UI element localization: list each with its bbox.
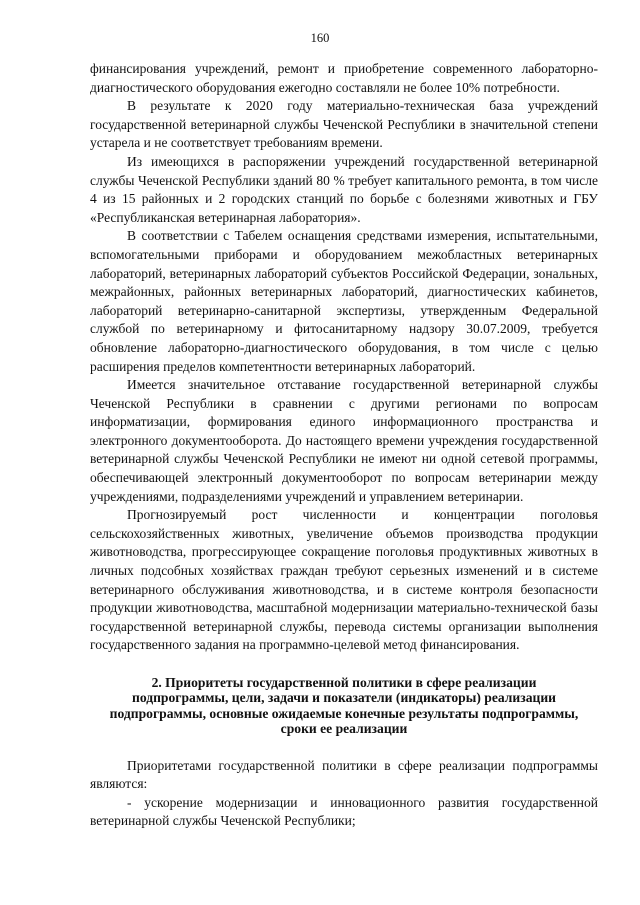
priorities-intro: Приоритетами государственной политики в сфере реализации подпрограммы являются: bbox=[90, 757, 598, 792]
paragraph-buildings: Из имеющихся в распоряжении учреждений государственной ветеринарной службы Чеченской Республики зданий 80 % требует капитального ремонта, в том числе 4 из 15 районных и 2 городских станций по борьбе с болезнями животных и ГБУ «Республиканская ветеринарная лаборатория». bbox=[90, 153, 598, 225]
paragraph-forecast: Прогнозируемый рост численности и концентрации поголовья сельскохозяйственных животных, увеличение объемов производства продукции животноводства, прогрессирующее сокращение поголовья продуктивных животных в личных подсобных хозяйствах граждан требуют серьезных изменений и в системе ветеринарного обслуживания животноводства, и в системе контроля безопасности продукции животноводства, масштабной модернизации материально-технической базы государственной ветеринарной службы, перевода системы организации выполнения государственного задания на программно-целевой метод финансирования. bbox=[90, 507, 598, 653]
paragraph-continued: финансирования учреждений, ремонт и приобретение современного лабораторно-диагностического оборудования ежегодно составляли не более 10% потребности. bbox=[90, 61, 598, 95]
page-number: 160 bbox=[310, 31, 330, 45]
priorities-list-item: - ускорение модернизации и инновационного развития государственной ветеринарной службы Чеченской Республики; bbox=[90, 794, 598, 829]
paragraph-equipment-table: В соответствии с Табелем оснащения средствами измерения, испытательными, вспомогательными приборами и оборудованием межобластных ветеринарных лабораторий, ветеринарных лабораторий субъектов Российской Федерации, зональных, межрайонных, районных ветеринарных лабораторий, диагностических кабинетов, лабораторий ветеринарно-санитарной экспертизы, утвержденным Федеральной службой по ветеринарному и фитосанитарному надзору 30.07.2009, требуется обновление лабораторно-диагностического оборудования, в том числе с целью расширения пределов компетентности ветеринарных лабораторий. bbox=[90, 228, 598, 374]
document-body bbox=[90, 60, 598, 831]
paragraph-material-base: В результате к 2020 году материально-техническая база учреждений государственной ветеринарной службы Чеченской Республики в значительной степени устарела и не соответствует требованиям времени. bbox=[90, 98, 598, 151]
section-heading: 2. Приоритеты государственной политики в сфере реализации подпрограммы, цели, задачи и показатели (индикаторы) реализации подпрограммы, основные ожидаемые конечные результаты подпрограммы, сроки ее реализации bbox=[109, 675, 579, 737]
paragraph-informatization: Имеется значительное отставание государственной ветеринарной службы Чеченской Республики в сравнении с другими регионами по вопросам информатизации, формирования единого информационного пространства и электронного документооборота. До настоящего времени учреждения государственной ветеринарной службы Чеченской Республики не имеют ни одной сетевой программы, обеспечивающей электронный документооборот по вопросам ветеринарии между учреждениями, подразделениями учреждений и управлением ветеринарии. bbox=[90, 377, 598, 504]
